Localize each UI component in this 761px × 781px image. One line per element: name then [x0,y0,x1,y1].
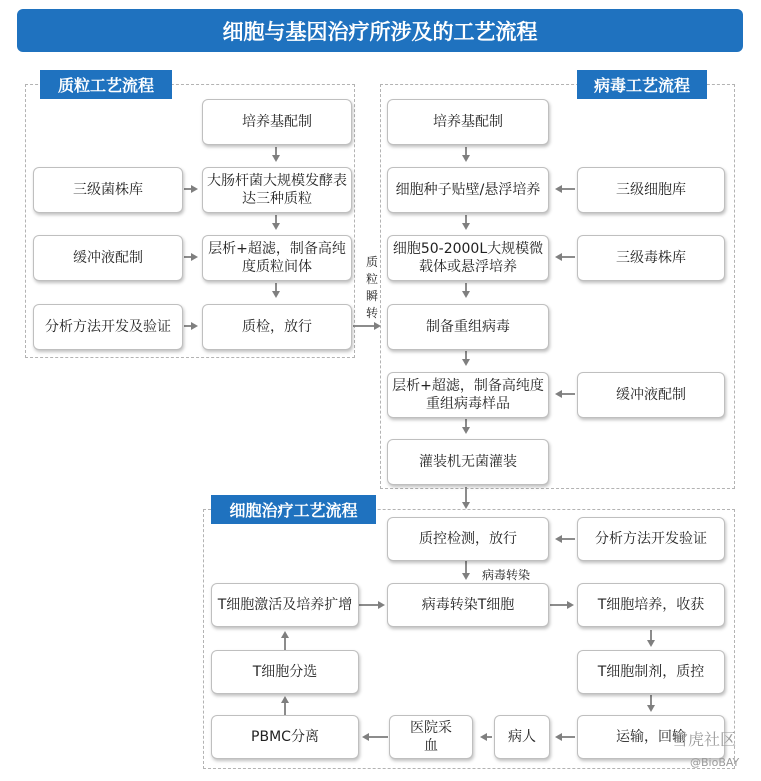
virus-cellbank-box: 三级细胞库 [577,167,725,213]
watermark-text: 雪虎社区 [672,730,737,749]
plasmid-bank-box: 三级菌株库 [33,167,183,213]
plasmid-medium-box: 培养基配制 [202,99,352,145]
virus-section-label: 病毒工艺流程 [577,70,707,99]
cell-method-box: 分析方法开发验证 [577,517,725,561]
plasmid-qc-box: 质检，放行 [202,304,352,350]
cell-transfect-box: 病毒转染T细胞 [387,583,549,627]
virus-seed-box: 细胞种子贴壁/悬浮培养 [387,167,549,213]
virus-prepare-box: 制备重组病毒 [387,304,549,350]
plasmid-ferment-box: 大肠杆菌大规模发酵表达三种质粒 [202,167,352,213]
cell-pbmc-box: PBMC分离 [211,715,359,759]
plasmid-method-box: 分析方法开发及验证 [33,304,183,350]
virus-bank-box: 三级毒株库 [577,235,725,281]
cell-transport-box: 运输，回输 [577,715,725,759]
cell-culture-box: T细胞培养，收获 [577,583,725,627]
virus-purify-box: 层析+超滤，制备高纯度重组病毒样品 [387,372,549,418]
cell-activate-box: T细胞激活及培养扩增 [211,583,359,627]
transfect-label: 病毒转染 [482,568,531,582]
cell-formulate-box: T细胞制剂，质控 [577,650,725,694]
cell-qc-box: 质控检测，放行 [387,517,549,561]
plasmid-buffer-box: 缓冲液配制 [33,235,183,281]
cell-hospital-box: 医院采血 [389,715,473,759]
virus-buffer-box: 缓冲液配制 [577,372,725,418]
plasmid-purify-box: 层析+超滤，制备高纯度质粒间体 [202,235,352,281]
watermark-handle: @BioBAY [690,756,740,769]
plasmid-section-label: 质粒工艺流程 [40,70,172,99]
cell-section-label: 细胞治疗工艺流程 [211,495,376,524]
virus-fill-box: 灌装机无菌灌装 [387,439,549,485]
page-title: 细胞与基因治疗所涉及的工艺流程 [17,9,743,52]
transient-label: 质粒瞬转 [365,255,378,320]
cell-patient-box: 病人 [494,715,550,759]
cell-sort-box: T细胞分选 [211,650,359,694]
virus-scale-box: 细胞50-2000L大规模微载体或悬浮培养 [387,235,549,281]
virus-medium-box: 培养基配制 [387,99,549,145]
